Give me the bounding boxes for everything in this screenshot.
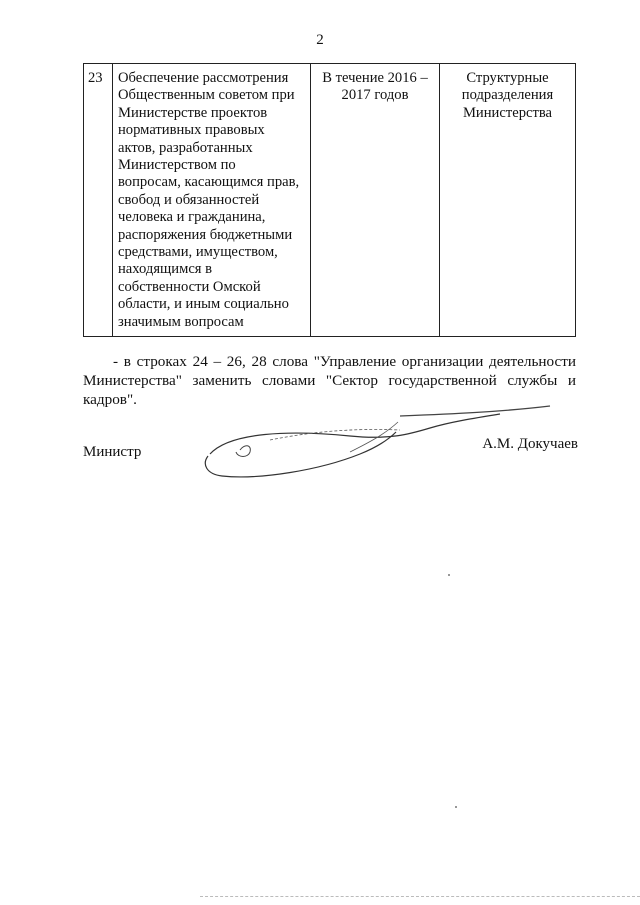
responsible-cell	[440, 64, 576, 337]
table-row	[84, 64, 576, 337]
event-cell	[113, 64, 311, 337]
event-line: находящимся в	[118, 261, 213, 278]
event-line: собственности Омской	[118, 278, 261, 295]
amendment-paragraph: - в строках 24 – 26, 28 слова "Управление организации деятельности Министерства" заменить словами "Сектор государственной службы и кадров".	[83, 353, 576, 408]
event-line: средствами, имуществом,	[118, 244, 278, 261]
event-line: значимым вопросам	[118, 313, 244, 330]
term-cell	[311, 64, 440, 337]
event-line: нормативных правовых	[118, 122, 265, 139]
term-line: В течение 2016 –	[322, 70, 428, 86]
event-line: Министерством по	[118, 157, 236, 174]
scan-speck	[455, 806, 457, 808]
event-line: свобод и обязанностей	[118, 191, 260, 208]
responsible-line: Министерства	[462, 104, 553, 121]
responsible-line: Структурные	[466, 70, 549, 86]
event-line: Общественным советом при	[118, 87, 295, 104]
scan-edge-line	[200, 896, 640, 898]
row-number: 23	[84, 64, 113, 337]
term-line: 2017 годов	[341, 87, 409, 104]
event-line: человека и гражданина,	[118, 209, 266, 226]
event-line: вопросам, касающимся прав,	[118, 174, 300, 191]
event-line: области, и иным социально	[118, 296, 289, 313]
signatory-name: А.М. Докучаев	[482, 436, 578, 452]
plan-table	[83, 63, 576, 337]
event-line: Министерстве проектов	[118, 104, 268, 121]
scan-speck	[448, 574, 450, 576]
event-line: актов, разработанных	[118, 139, 253, 156]
event-line: Обеспечение рассмотрения	[118, 70, 289, 86]
event-line: распоряжения бюджетными	[118, 226, 293, 243]
page-number: 2	[316, 32, 324, 48]
signatory-title: Министр	[83, 444, 142, 460]
responsible-line: подразделения	[461, 87, 554, 104]
